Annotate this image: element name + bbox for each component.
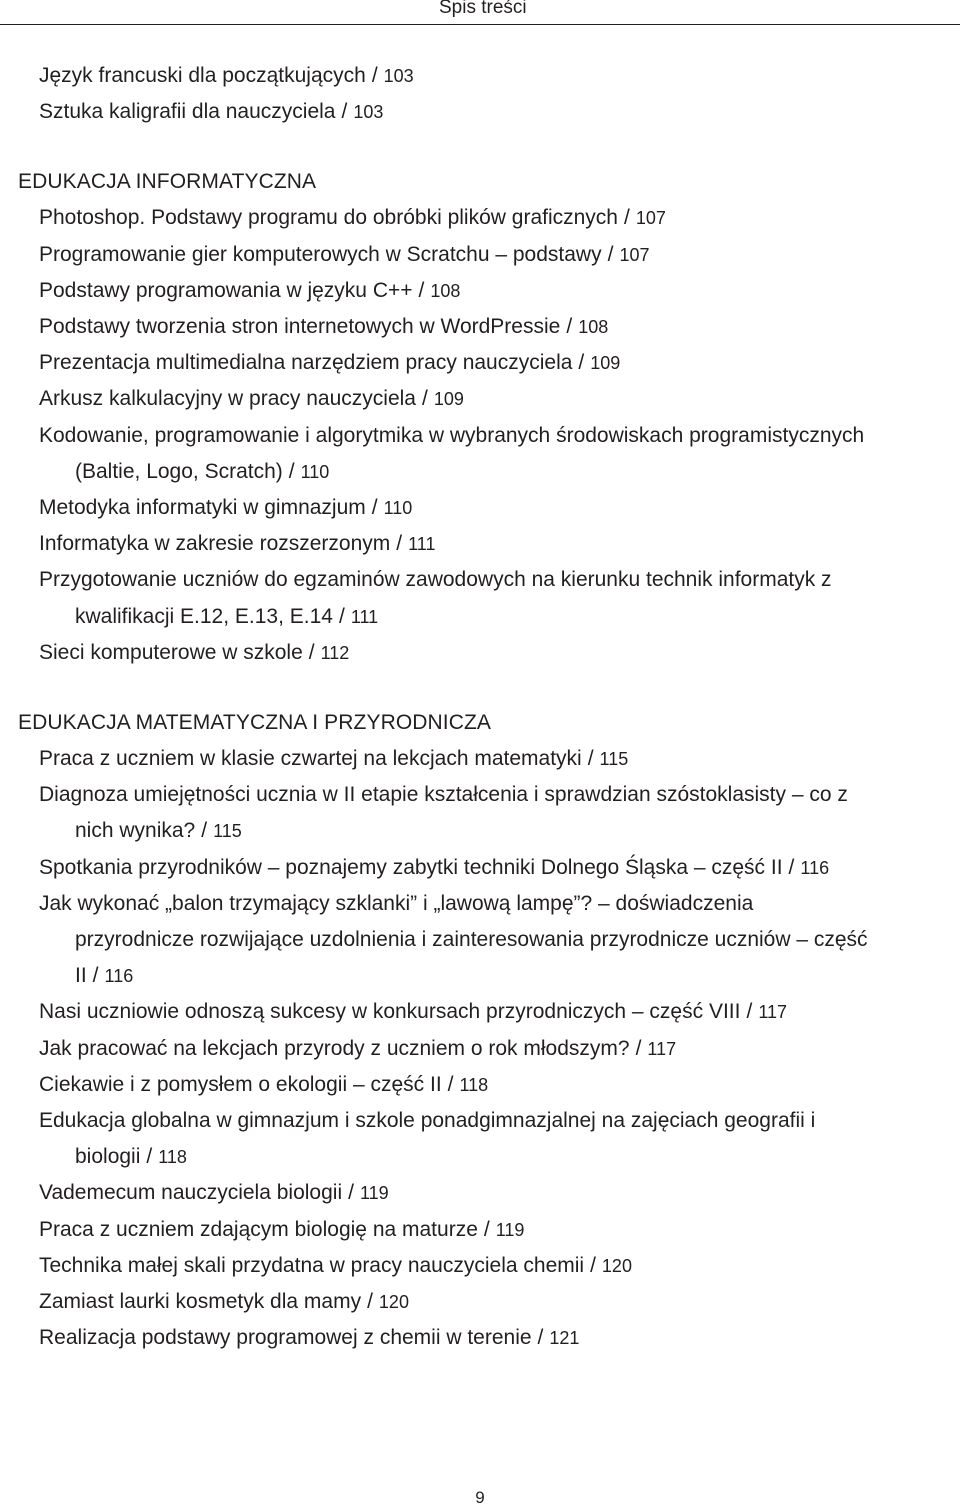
toc-separator: / <box>338 604 345 628</box>
toc-entry[interactable] <box>0 237 870 273</box>
toc-entry[interactable] <box>0 490 870 526</box>
section-gap <box>0 130 960 164</box>
toc-entry[interactable] <box>0 741 870 777</box>
toc-page-number: 111 <box>408 534 436 555</box>
section-gap <box>0 671 960 705</box>
toc-entry[interactable] <box>0 886 870 995</box>
toc-entry-title: Praca z uczniem w klasie czwartej na lekcjach matematyki <box>39 747 582 771</box>
section-heading: EDUKACJA INFORMATYCZNA <box>18 170 317 194</box>
toc-entry-title: Nasi uczniowie odnoszą sukcesy w konkursach przyrodniczych – część VIII <box>39 1000 741 1024</box>
toc-entry[interactable] <box>0 94 870 130</box>
toc-entry[interactable] <box>0 1320 870 1356</box>
toc-entry[interactable] <box>0 309 870 345</box>
toc-page-number: 121 <box>549 1328 580 1349</box>
toc-separator: / <box>371 496 378 520</box>
toc-page-number: 118 <box>459 1074 489 1095</box>
toc-entry-title: Jak wykonać „balon trzymający szklanki” i „lawową lampę”? – doświadczenia przyrodnicze rozwijające uzdolnienia i zainteresowania przyrodnicze uczniów – część II <box>39 891 868 988</box>
toc-separator: / <box>146 1145 153 1169</box>
toc-entry-title: Przygotowanie uczniów do egzaminów zawodowych na kierunku technik informatyk z kwalifikacji E.12, E.13, E.14 <box>39 568 832 628</box>
toc-entry-title: Spotkania przyrodników – poznajemy zabytki techniki Dolnego Śląska – część II <box>39 855 783 879</box>
toc-entry-title: Vademecum nauczyciela biologii <box>39 1181 343 1205</box>
toc-entry[interactable] <box>0 381 870 417</box>
toc-page-number: 117 <box>758 1002 788 1023</box>
toc-separator: / <box>396 532 403 556</box>
toc-separator: / <box>447 1072 454 1096</box>
toc-separator: / <box>348 1181 354 1205</box>
toc-entry-title: Photoshop. Podstawy programu do obróbki plików graficznych <box>39 206 618 230</box>
toc-entry-title: Podstawy programowania w języku C++ <box>39 278 413 302</box>
toc-entry[interactable] <box>0 1175 870 1211</box>
toc-entry[interactable] <box>0 418 870 490</box>
toc-page-number: 109 <box>433 389 464 410</box>
toc-entry[interactable] <box>0 200 870 236</box>
toc-separator: / <box>371 64 378 87</box>
toc-page-number: 117 <box>647 1038 677 1059</box>
toc-entry-title: Zamiast laurki kosmetyk dla mamy <box>39 1290 362 1314</box>
toc-entry[interactable] <box>0 58 870 94</box>
toc-entry-title: Podstawy tworzenia stron internetowych w WordPressie <box>39 315 561 339</box>
toc-entry[interactable] <box>0 1031 870 1067</box>
toc-entry[interactable] <box>0 635 870 671</box>
toc-page-number: 103 <box>353 102 384 123</box>
toc-entry-title: Język francuski dla początkujących <box>39 64 366 87</box>
toc-page-number: 110 <box>383 498 413 519</box>
toc-entry[interactable] <box>0 1284 870 1320</box>
toc-entry[interactable] <box>0 562 870 634</box>
toc-page-number: 112 <box>320 642 350 663</box>
toc-page-number: 120 <box>601 1255 632 1276</box>
toc-page-number: 119 <box>495 1219 525 1240</box>
toc-separator: / <box>201 819 208 843</box>
toc-separator: / <box>635 1036 642 1060</box>
toc-page-number: 109 <box>590 353 621 374</box>
toc-separator: / <box>746 1000 753 1024</box>
toc-page-number: 118 <box>158 1147 187 1168</box>
toc-page-number: 115 <box>213 821 242 842</box>
toc-page-number: 115 <box>599 749 629 770</box>
toc-entry[interactable] <box>0 345 870 381</box>
toc-separator: / <box>537 1326 544 1350</box>
toc-entry[interactable] <box>0 1103 870 1175</box>
toc-entry-title: Sztuka kaligrafii dla nauczyciela <box>39 100 336 124</box>
toc-page-number: 110 <box>300 461 330 482</box>
toc-page-number: 108 <box>430 280 461 301</box>
toc-entry-title: Edukacja globalna w gimnazjum i szkole ponadgimnazjalnej na zajęciach geografii i biologii <box>39 1109 816 1169</box>
toc-separator: / <box>607 242 614 266</box>
toc-entry[interactable] <box>0 273 870 309</box>
toc-entry-title: Diagnoza umiejętności ucznia w II etapie kształcenia i sprawdzian szóstoklasisty – co z nich wynika? <box>39 783 848 843</box>
toc-entry-title: Metodyka informatyki w gimnazjum <box>39 496 366 520</box>
toc-entry[interactable] <box>0 526 870 562</box>
toc-separator: / <box>288 459 295 483</box>
toc-entry[interactable] <box>0 1212 870 1248</box>
toc-entry[interactable] <box>0 777 870 849</box>
toc-separator: / <box>418 278 425 302</box>
toc-entry-title: Jak pracować na lekcjach przyrody z uczniem o rok młodszym? <box>39 1036 630 1060</box>
toc-entry[interactable] <box>0 850 870 886</box>
toc-separator: / <box>483 1217 490 1241</box>
toc-separator: / <box>92 964 99 988</box>
toc-separator: / <box>308 640 315 664</box>
toc-page-number: 107 <box>635 208 666 229</box>
toc-separator: / <box>367 1290 373 1314</box>
toc-entry-title: Arkusz kalkulacyjny w pracy nauczyciela <box>39 387 416 411</box>
toc-entry[interactable] <box>0 1248 870 1284</box>
toc-entry-title: Sieci komputerowe w szkole <box>39 640 303 664</box>
toc-entry-title: Realizacja podstawy programowej z chemii w terenie <box>39 1326 532 1350</box>
toc-entry-title: Prezentacja multimedialna narzędziem pracy nauczyciela <box>39 351 573 375</box>
toc-page-number: 108 <box>578 317 609 338</box>
toc-entry-title: Informatyka w zakresie rozszerzonym <box>39 532 391 556</box>
toc-page-number: 116 <box>800 857 830 878</box>
toc-separator: / <box>788 855 795 879</box>
toc-page-number: 103 <box>383 66 414 86</box>
running-header: Spis treści <box>439 0 527 18</box>
toc-separator: / <box>578 351 585 375</box>
toc-page-number: 120 <box>378 1292 409 1313</box>
toc-separator: / <box>341 100 348 124</box>
toc-page-number: 119 <box>359 1183 389 1204</box>
toc-separator: / <box>587 747 594 771</box>
toc-separator: / <box>566 315 573 339</box>
toc-separator: / <box>421 387 428 411</box>
toc-entry-title: Programowanie gier komputerowych w Scratchu – podstawy <box>39 242 602 266</box>
toc-separator: / <box>590 1253 596 1277</box>
toc-entry[interactable] <box>0 1067 870 1103</box>
toc-page-number: 111 <box>350 606 379 627</box>
toc-page-number: 107 <box>619 244 650 265</box>
toc-separator: / <box>623 206 630 230</box>
toc-entry-title: Technika małej skali przydatna w pracy nauczyciela chemii <box>39 1253 585 1277</box>
toc-entry-title: Kodowanie, programowanie i algorytmika w wybranych środowiskach programistycznych (Baltie, Logo, Scratch) <box>39 423 865 483</box>
page-number: 9 <box>475 1488 485 1507</box>
table-of-contents <box>0 58 960 1357</box>
toc-entry-title: Praca z uczniem zdającym biologię na maturze <box>39 1217 478 1241</box>
section-heading: EDUKACJA MATEMATYCZNA I PRZYRODNICZA <box>18 711 492 735</box>
toc-page-number: 116 <box>104 966 134 987</box>
toc-entry-title: Ciekawie i z pomysłem o ekologii – część II <box>39 1072 442 1096</box>
toc-entry[interactable] <box>0 994 870 1030</box>
header-rule <box>0 24 960 25</box>
